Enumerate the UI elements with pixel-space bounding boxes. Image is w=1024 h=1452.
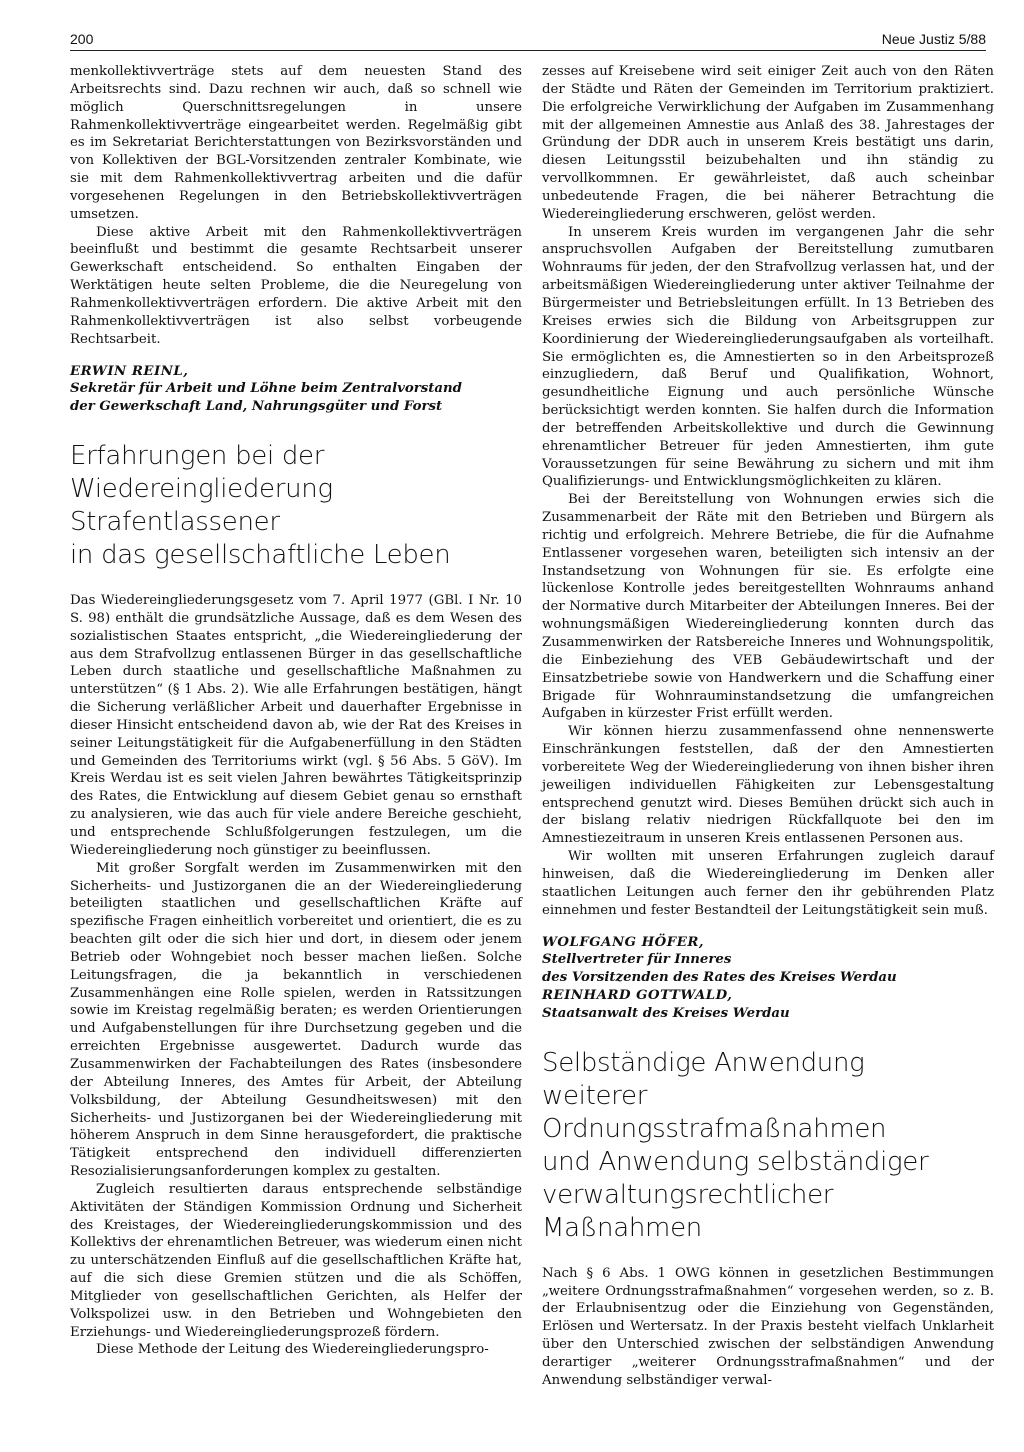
page-header — [70, 30, 986, 51]
paragraph: Nach § 6 Abs. 1 OWG können in gesetzlichen Bestimmungen „weitere Ordnungsstrafmaßnahmen“ vorgesehen werden, so z. B. der Erlaubnisentzug oder die Einziehung von Gegenständen, Erlösen und Wertersatz. In der Praxis besteht vielfach Unklarheit über den Unterschied zwischen der selbständigen Anwendung derartiger „weiterer Ordnungsstrafmaßnahmen“ und der Anwendung selbständiger verwal- — [542, 1265, 994, 1388]
author-name: WOLFGANG HÖFER, — [542, 934, 705, 950]
paragraph: In unserem Kreis wurden im vergangenen Jahr die sehr anspruchsvollen Aufgaben der Bereitstellung zumutbaren Wohnraums für jeden, der den Strafvollzug verlassen hat, und der arbeitsmäßigen Wiedereingliederung unter aktiver Teilnahme der Bürgermeister und Betriebsleitungen erfüllt. In 13 Betrieben des Kreises erwies sich die Bildung von Arbeitsgruppen zur Koordinierung der Wiedereingliederungsaufgaben als vorteilhaft. Sie ermöglichten es, die Amnestierten so in den Arbeitsprozeß einzugliedern, daß Beruf und Qualifikation, Wohnort, gesundheitliche Eignung und auch persönliche Wünsche berücksichtigt werden konnten. Sie halfen durch die Information der betreffenden Arbeitskollektive und durch die Gewinnung ehrenamtlicher Betreuer für jeden Amnestierten, ihm gute Voraussetzungen für seine Bewährung zu sichern und mit ihm Qualifizierungs- und Entwicklungsmöglichkeiten zu klären. — [542, 224, 994, 490]
paragraph: Diese aktive Arbeit mit den Rahmenkollektivverträgen beeinflußt und bestimmt die gesamte Rechtsarbeit unserer Gewerkschaft entscheidend. So enthalten Eingaben der Werktätigen heute selten Probleme, die die Neuregelung von Rahmenkollektivverträgen erfordern. Die aktive Arbeit mit den Rahmenkollektivverträgen ist also selbst vorbeugende Rechtsarbeit. — [70, 224, 522, 347]
paragraph: menkollektivverträge stets auf dem neuesten Stand des Arbeitsrechts sind. Dazu rechnen wir auch, daß so schnell wie möglich Querschnittsregelungen in unsere Rahmenkollektivverträge eingearbeitet werden. Regelmäßig gibt es im Sekretariat Berichterstattungen von Bezirksvorständen und von Kollektiven der BGL-Vorsitzenden zentraler Kombinate, wie sie mit dem Rahmenkollektivvertrag arbeiten und die dafür vorgesehenen Regelungen in den Betriebskollektivverträgen umsetzen. — [70, 64, 522, 222]
paragraph: Mit großer Sorgfalt werden im Zusammenwirken mit den Sicherheits- und Justizorganen die an der Wiedereingliederung beteiligten staatlichen und gesellschaftlichen Kräfte auf spezifische Fragen einheitlich vorbereitet und orientiert, die es zu beachten gilt oder die sich hier und dort, in diesem oder jenem Betrieb oder Wohngebiet noch besser machen ließen. Solche Leitungsfragen, die ja bekanntlich in verschiedenen Zusammenhängen eine Rolle spielen, werden in Ratssitzungen sowie im Kreistag regelmäßig beraten; es werden Orientierungen und Aufgabenstellungen für ihre Durchsetzung gegeben und die erreichten Ergebnisse ausgewertet. Dadurch wurde das Zusammenwirken der Fachabteilungen des Rates (insbesondere der Abteilung Inneres, des Amtes für Arbeit, der Abteilung Volksbildung, der Abteilung Gesundheitswesen) mit den Sicherheits- und Justizorganen bei der Wiedereingliederung mit höherem Anspruch in dem Sinne herausgefordert, die praktische Tätigkeit entsprechend den individuell differenzierten Resozialisierungsanforderungen komplex zu gestalten. — [70, 860, 522, 1180]
article-heading: Selbständige Anwendung weiterer Ordnungsstrafmaßnahmen und Anwendung selbständiger verwaltungsrechtlicher Maßnahmen — [542, 1047, 929, 1243]
author-name: REINHARD GOTTWALD, — [542, 988, 733, 1004]
paragraph: Das Wiedereingliederungsgesetz vom 7. April 1977 (GBl. I Nr. 10 S. 98) enthält die grundsätzliche Aussage, daß es dem Wesen des sozialistischen Staates entspricht, „die Wiedereingliederung der aus dem Strafvollzug entlassenen Bürger in das gesellschaftliche Leben durch staatliche und gesellschaftliche Maßnahmen zu unterstützen“ (§ 1 Abs. 2). Wie alle Erfahrungen bestätigen, hängt die Sicherung verläßlicher Arbeit und dauerhafter Ergebnisse in dieser Hinsicht entscheidend davon ab, wie der Rat des Kreises in seiner Leitungstätigkeit für die Aufgabenerfüllung in den Städten und Gemeinden des Territoriums wirkt (vgl. § 56 Abs. 5 GöV). Im Kreis Werdau ist es seit vielen Jahren bewährtes Tätigkeitsprinzip des Rates, die Entwicklung auf diesem Gebiet genau so ernsthaft zu analysieren, wie das auch für viele andere Bereiche geschieht, und entsprechende Schlußfolgerungen festzulegen, um die Wiedereingliederung noch günstiger zu beeinflussen. — [70, 593, 522, 858]
author-function: Stellvertreter für Inneres — [542, 952, 732, 968]
paragraph: Zugleich resultierten daraus entsprechende selbständige Aktivitäten der Ständigen Kommission Ordnung und Sicherheit des Kreistages, der Wiedereingliederungskommission und des Kollektivs der ehrenamtlichen Betreuer, was wiederum einen nicht zu unterschätzenden Einfluß auf die gesellschaftlichen Kräfte hat, auf die sich diese Gremien stützen und die als Schöffen, Mitglieder von gesellschaftlichen Gerichten, als Helfer der Volkspolizei usw. in den Betrieben und Wohngebieten den Erziehungs- und Wiedereingliederungsprozeß fördern. — [70, 1181, 522, 1340]
author-name: ERWIN REINL, — [70, 363, 189, 379]
paragraph: Wir wollten mit unseren Erfahrungen zugleich darauf hinweisen, daß die Wiedereingliederung im Denken aller staatlichen Leitungen auch ferner den ihr gebührenden Platz einnehmen und fester Bestandteil der Leitungstätigkeit sein muß. — [542, 849, 994, 918]
author-function: Sekretär für Arbeit und Löhne beim Zentralvorstand — [70, 381, 462, 397]
article-heading: Erfahrungen bei der Wiedereingliederung Strafentlassener in das gesellschaftliche Leben — [70, 441, 451, 571]
author-function: Staatsanwalt des Kreises Werdau — [542, 1005, 790, 1021]
page-number: 200 — [70, 31, 94, 47]
author-signature — [542, 934, 994, 1023]
author-function: der Gewerkschaft Land, Nahrungsgüter und Forst — [70, 399, 443, 415]
journal-issue: Neue Justiz 5/88 — [881, 31, 986, 47]
left-column — [70, 63, 522, 1359]
paragraph: Bei der Bereitstellung von Wohnungen erwies sich die Zusammenarbeit der Räte mit den Betrieben und Bürgern als richtig und erfolgreich. Mehrere Betriebe, die für die Aufnahme Entlassener vorgesehen waren, beteiligten sich intensiv an der Instandsetzung von Wohnungen für sie. Es erfolgte eine lückenlose Kontrolle jedes bereitgestellten Wohnraums anhand der Normative durch Mitarbeiter der Abteilungen Inneres. Bei der wohnungsmäßigen Wiedereingliederung konnten durch das Zusammenwirken der Ratsbereiche Inneres und Wohnungspolitik, die Einbeziehung des VEB Gebäudewirtschaft und der Einsatzbetriebe sowie von Handwerkern und die Schaffung einer Brigade für Wohnrauminstandsetzung die umfangreichen Aufgaben in kürzester Frist erfüllt werden. — [542, 492, 994, 722]
author-signature — [70, 363, 522, 417]
author-function: des Vorsitzenden des Rates des Kreises Werdau — [542, 970, 897, 986]
paragraph: Wir können hierzu zusammenfassend ohne nennenswerte Einschränkungen feststellen, daß der den Amnestierten vorbereitete Weg der Wiedereingliederung von ihnen bisher ihren jeweiligen individuellen Fähigkeiten zur Lebensgestaltung entsprechend genutzt wird. Dieses Bemühen drückt sich auch in der bislang relativ niedrigen Rückfallquote bei den im Amnestiezeitraum in unseren Kreis entlassenen Personen aus. — [542, 724, 994, 847]
paragraph: zesses auf Kreisebene wird seit einiger Zeit auch von den Räten der Städte und Räten der Gemeinden im Territorium praktiziert. Die erfolgreiche Verwirklichung der Aufgaben im Zusammenhang mit der allgemeinen Amnestie aus Anlaß des 38. Jahrestages der Gründung der DDR auch in unserem Kreis bestätigt uns darin, diesen Leitungsstil beizubehalten und ihn ständig zu vervollkommnen. Er gewährleistet, daß auch scheinbar unbedeutende Fragen, die bei näherer Betrachtung die Wiedereingliederung erschweren, gelöst werden. — [542, 64, 994, 222]
paragraph: Diese Methode der Leitung des Wiedereingliederungspro- — [96, 1342, 489, 1358]
right-column — [542, 63, 994, 1390]
